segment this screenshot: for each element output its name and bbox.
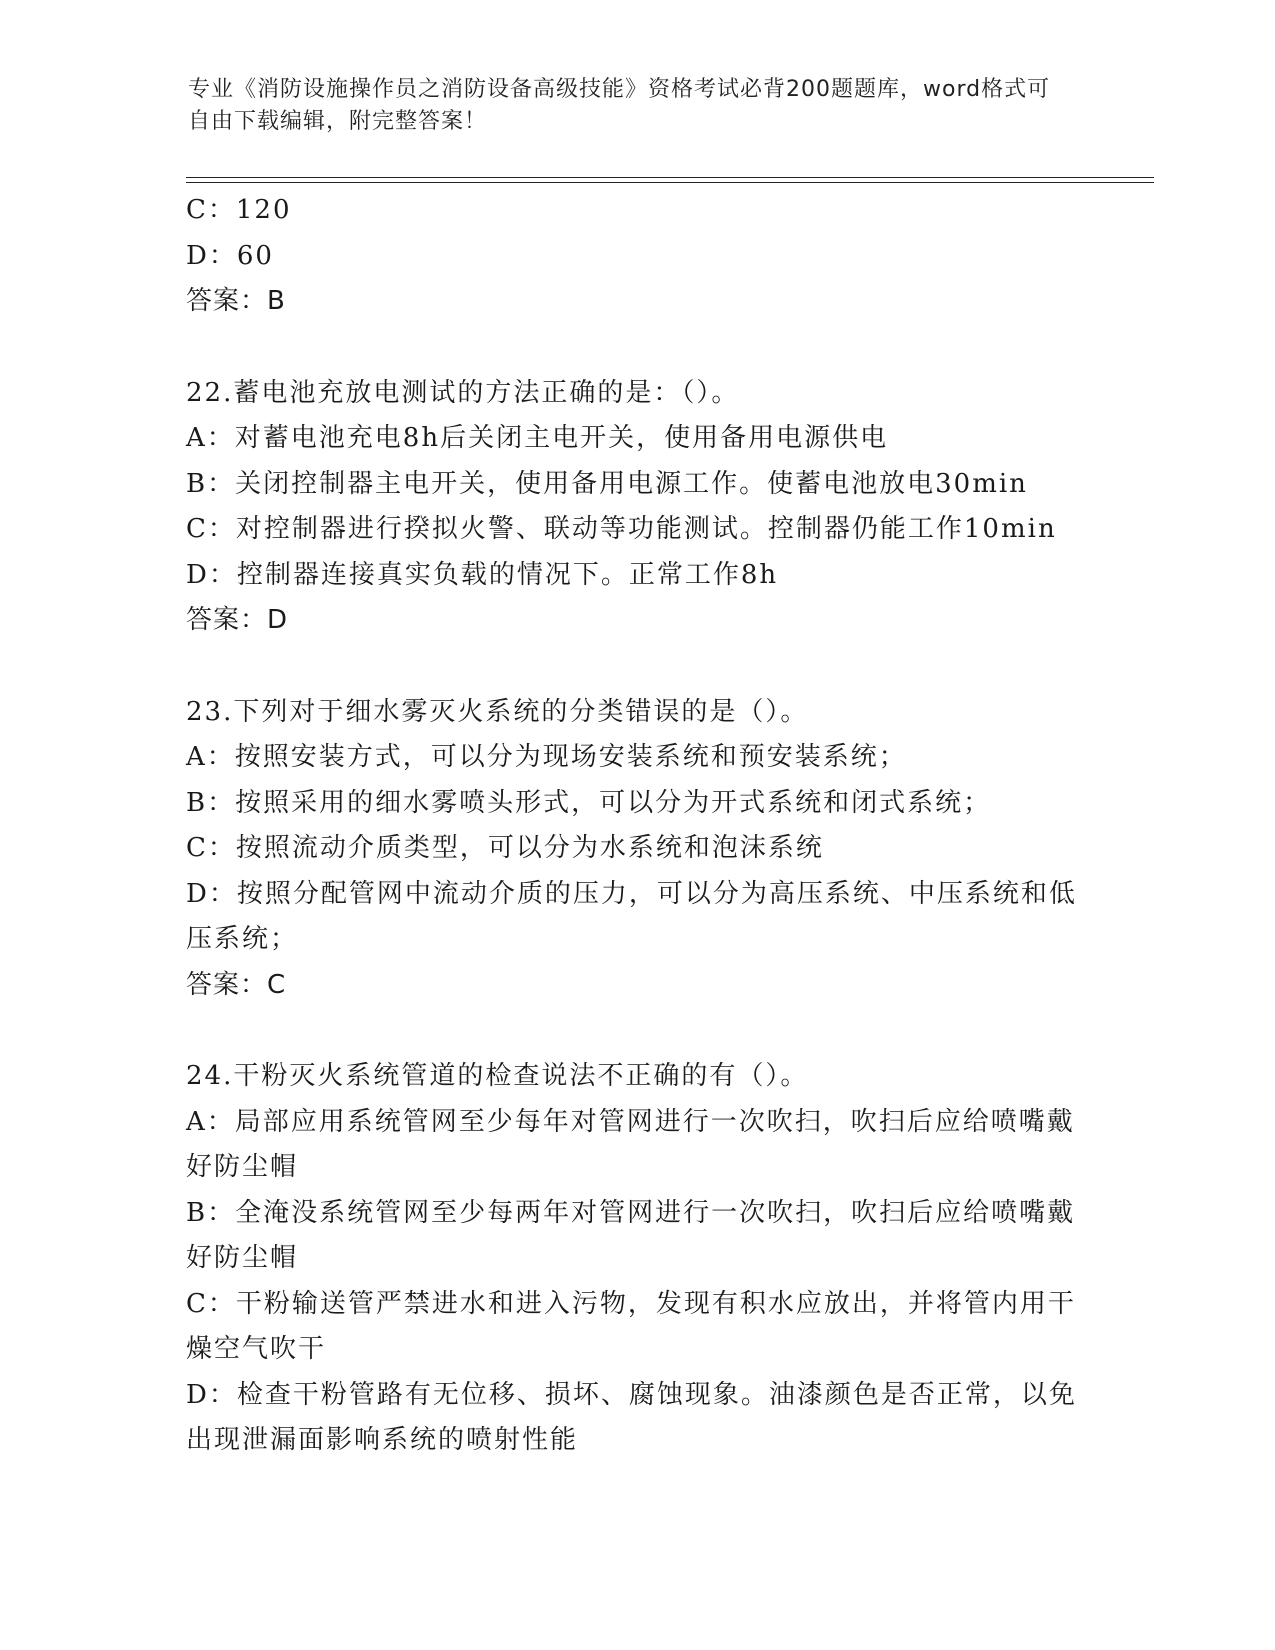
- question-stem: 23.下列对于细水雾灭火系统的分类错误的是（）。: [186, 696, 809, 727]
- option-a: A：对蓄电池充电8h后关闭主电开关，使用备用电源供电: [186, 423, 889, 453]
- option-d: D：控制器连接真实负载的情况下。正常工作8h: [186, 559, 779, 590]
- option-c: C：按照流动介质类型，可以分为水系统和泡沫系统: [186, 833, 824, 863]
- question-24: [186, 1054, 1086, 1464]
- option-a: A：局部应用系统管网至少每年对管网进行一次吹扫，吹扫后应给喷嘴戴好防尘帽: [186, 1106, 1075, 1182]
- question-21-tail: [186, 188, 1086, 325]
- answer: 答案：D: [186, 605, 289, 635]
- option-b: B：按照采用的细水雾喷头形式，可以分为开式系统和闭式系统；: [186, 787, 992, 818]
- option-d: D：检查干粉管路有无位移、损坏、腐蚀现象。油漆颜色是否正常，以免出现泄漏面影响系统的喷射性能: [186, 1379, 1077, 1455]
- option-c: C：对控制器进行揆拟火警、联动等功能测试。控制器仍能工作10min: [186, 514, 1057, 544]
- option-d: D：按照分配管网中流动介质的压力，可以分为高压系统、中压系统和低压系统；: [186, 878, 1077, 954]
- option-c: C：120: [186, 195, 292, 225]
- option-b: B：全淹没系统管网至少每两年对管网进行一次吹扫，吹扫后应给喷嘴戴好防尘帽: [186, 1197, 1076, 1273]
- page-header: 专业《消防设施操作员之消防设备高级技能》资格考试必背200题题库，word格式可自由下载编辑，附完整答案！: [188, 77, 1051, 134]
- question-23: [186, 690, 1086, 1009]
- option-b: B：关闭控制器主电开关，使用备用电源工作。使蓄电池放电30min: [186, 468, 1028, 499]
- header-divider-bottom: [186, 182, 1154, 183]
- header-divider-top: [186, 177, 1154, 178]
- answer: 答案：B: [186, 286, 286, 316]
- spacer: [186, 1008, 1086, 1054]
- spacer: [186, 325, 1086, 371]
- question-stem: 24.干粉灭火系统管道的检查说法不正确的有（）。: [186, 1061, 809, 1091]
- option-d: D：60: [186, 240, 274, 271]
- option-c: C：干粉输送管严禁进水和进入污物，发现有积水应放出，并将管内用干燥空气吹干: [186, 1288, 1076, 1364]
- answer: 答案：C: [186, 969, 287, 1000]
- question-22: [186, 371, 1086, 644]
- spacer: [186, 644, 1086, 690]
- option-a: A：按照安装方式，可以分为现场安装系统和预安装系统；: [186, 742, 907, 772]
- document-body: [186, 188, 1086, 1464]
- question-stem: 22.蓄电池充放电测试的方法正确的是：（）。: [186, 377, 740, 408]
